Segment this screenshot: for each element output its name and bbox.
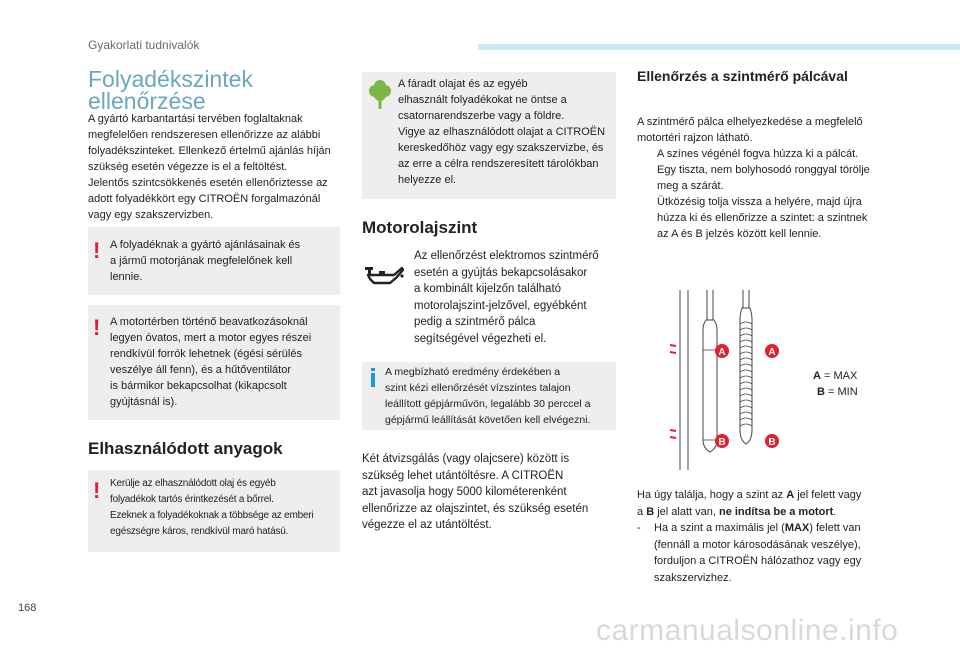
dipstick-diagram bbox=[660, 290, 790, 470]
legend-max: A = MAX bbox=[813, 370, 858, 382]
section-label: Gyakorlati tudnivalók bbox=[88, 38, 200, 52]
info-box-measurement bbox=[362, 362, 616, 430]
warning-icon: ! bbox=[93, 315, 101, 340]
intro-paragraph bbox=[88, 111, 343, 223]
warning-icon: ! bbox=[93, 478, 101, 503]
level-result-paragraph: Ha úgy találja, hogy a szint az A jel felett vagy a B jel alatt van, ne indítsa be a motort. - Ha a szint a maximális jel (MAX) felett van (fennáll a motor károsodásának veszélye), forduljon a CITROËN hálózathoz vagy egy szakszervizhez. bbox=[637, 487, 899, 586]
intro-line: folyadékszinteket. Ellenkező értelmű ajánlás híján bbox=[88, 145, 331, 157]
oil-check-text: Az ellenőrzést elektromos szintmérő esetén a gyújtás bekapcsolásakor a kombinált kijelzőn található motorolajszint-jelzővel, egyébként pedig a szintmérő pálca segítségével végezheti el. bbox=[414, 250, 599, 345]
list-item: A színes végénél fogva húzza ki a pálcát. bbox=[657, 148, 859, 160]
warning-icon: ! bbox=[93, 238, 101, 263]
marker-a-right bbox=[765, 344, 779, 358]
warning-text: Kerülje az elhasználódott olaj és egyéb folyadékok tartós érintkezését a bőrrel. Ezeknek a folyadékoknak a többsége az emberi egészségre káros, rendkívül maró hatású. bbox=[110, 478, 314, 537]
page-title-line2: ellenőrzése bbox=[88, 88, 206, 114]
dipstick-instructions: A szintmérő pálca elhelyezkedése a megfelelő motortéri rajzon látható. A színes végénél fogva húzza ki a pálcát. Egy tiszta, nem bolyhosodó ronggyal törölje meg a szárát. Ütközésig tolja vissza a helyére, majd újra húzza ki és ellenőrizze a szintet: a szintnek az A és B jelzés között kell lennie. bbox=[637, 114, 897, 242]
page-title bbox=[88, 68, 348, 112]
oil-change-paragraph: Két átvizsgálás (vagy olajcsere) között is szükség lehet utántöltésre. A CITROËN azt javasolja hogy 5000 kilométerenként ellenőrizze az olajszintet, és szükség esetén végezze el az utántöltést. bbox=[362, 453, 589, 531]
list-item: Ütközésig tolja vissza a helyére, majd újra húzza ki és ellenőrizze a szintet: a szintnek az A és B jelzés között kell lennie. bbox=[657, 196, 868, 240]
intro-line: adott folyadékkört egy CITROËN forgalmazónál bbox=[88, 193, 321, 205]
warning-text: A folyadéknak a gyártó ajánlásainak és a jármű motorjának megfelelőnek kell lennie. bbox=[110, 239, 301, 283]
intro-line: A gyártó karbantartási tervében foglaltaknak bbox=[88, 113, 303, 125]
eco-info-box bbox=[362, 72, 616, 199]
info-icon-dot bbox=[371, 368, 375, 371]
marker-a-left bbox=[715, 344, 729, 358]
svg-text:A: A bbox=[768, 347, 776, 358]
intro-line: szükség esetén végezze is el a feltöltést. bbox=[88, 161, 288, 173]
dipstick-left bbox=[670, 290, 717, 470]
legend-min: B = MIN bbox=[817, 386, 858, 398]
warning-box-skin bbox=[88, 470, 340, 552]
info-icon bbox=[371, 373, 375, 387]
oil-can-icon bbox=[364, 262, 404, 288]
page-number: 168 bbox=[18, 602, 37, 614]
page-title-line1: Folyadékszintek bbox=[88, 66, 253, 92]
section-heading-used-materials: Elhasználódott anyagok bbox=[88, 439, 283, 458]
svg-text:B: B bbox=[718, 437, 726, 448]
section-heading-oil-level: Motorolajszint bbox=[362, 218, 478, 237]
intro-line: megfelelően rendszeresen ellenőrizze az alábbi bbox=[88, 129, 321, 141]
marker-b-right bbox=[765, 434, 779, 448]
dipstick-right bbox=[740, 290, 752, 444]
svg-text:B: B bbox=[768, 437, 776, 448]
svg-text:A: A bbox=[718, 347, 726, 358]
list-item: - Ha a szint a maximális jel (MAX) felett van (fennáll a motor károsodásának veszélye), forduljon a CITROËN hálózathoz vagy egy szakszervizhez. bbox=[637, 522, 862, 584]
section-heading-dipstick: Ellenőrzés a szintmérő pálcával bbox=[637, 68, 848, 84]
intro-line: vagy egy szakszervizben. bbox=[88, 209, 214, 221]
warning-text: A motortérben történő beavatkozásoknál legyen óvatos, mert a motor egyes részei rendkívül forrók lehetnek (égési sérülés veszélye áll fenn), és a hűtőventilátor is bármikor bekapcsolhat (kikapcsolt gyújtásnál is). bbox=[110, 316, 312, 408]
eco-text: A fáradt olajat és az egyéb elhasznált folyadékokat ne öntse a csatornarendszerbe vagy a földre. Vigye az elhasználódott olajat a CITROËN kereskedőhöz vagy egy szakszervizbe, és az erre a célra rendszeresített tárolókban helyezze el. bbox=[398, 78, 606, 186]
marker-b-left bbox=[715, 434, 729, 448]
watermark: carmanualsonline.info bbox=[596, 614, 899, 647]
tree-icon bbox=[366, 80, 394, 112]
intro-line: Jelentős szintcsökkenés esetén ellenőriztesse az bbox=[88, 177, 328, 189]
warning-box-engine bbox=[88, 305, 340, 420]
warning-box-fluid bbox=[88, 227, 340, 295]
list-item: Egy tiszta, nem bolyhosodó ronggyal törölje meg a szárát. bbox=[657, 164, 870, 192]
dipstick-legend bbox=[813, 368, 858, 400]
info-text: A megbízható eredmény érdekében a szint kézi ellenőrzését vízszintes talajon leállított gépjárművön, legalább 30 perccel a gépjármű leállítását követően kell elvégezni. bbox=[385, 366, 591, 426]
header-accent-bar bbox=[478, 44, 960, 50]
